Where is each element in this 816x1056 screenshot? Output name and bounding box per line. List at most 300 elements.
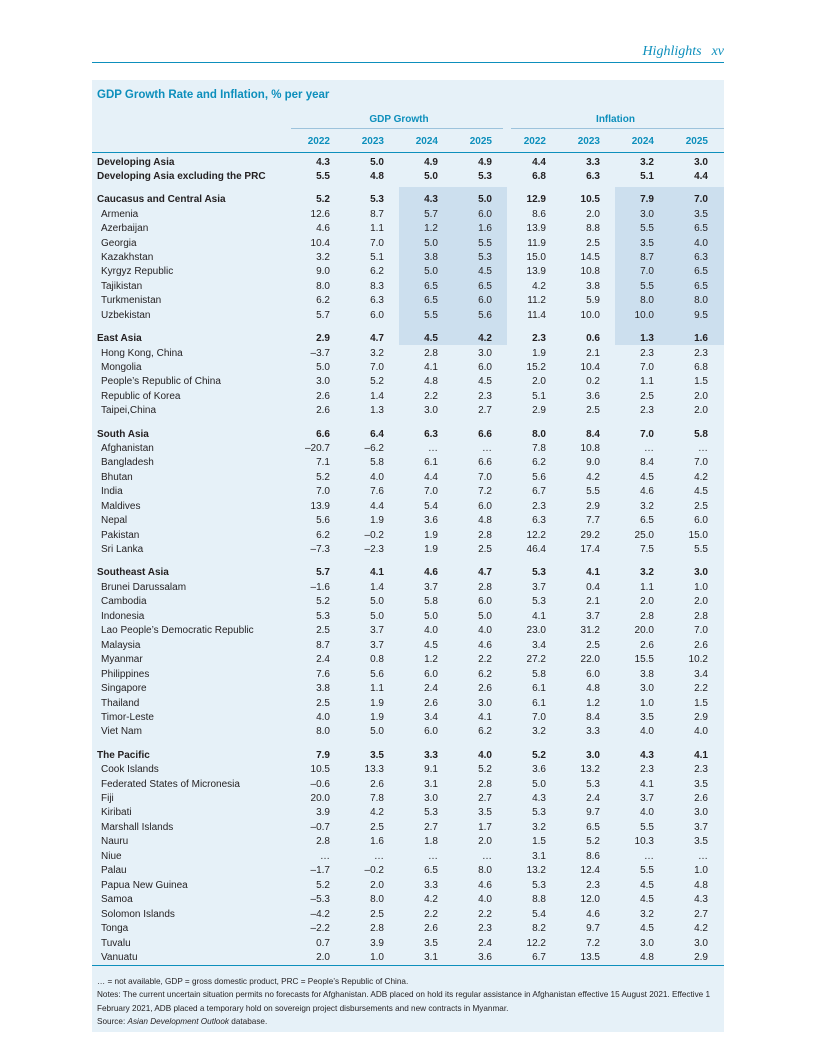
row-value: 5.5 — [640, 865, 654, 877]
row-value: 1.7 — [478, 821, 492, 833]
row-label: Azerbaijan — [101, 223, 149, 235]
row-value: 10.5 — [310, 764, 330, 776]
row-value: 1.8 — [424, 836, 438, 848]
table-row — [92, 850, 724, 865]
row-value: 2.5 — [694, 500, 708, 512]
row-value: 5.3 — [532, 567, 546, 579]
row-value: 7.1 — [316, 457, 330, 469]
row-value: 1.9 — [370, 515, 384, 527]
table-row — [92, 821, 724, 836]
row-value: 4.1 — [586, 567, 600, 579]
row-value: 5.6 — [532, 471, 546, 483]
row-value: 5.7 — [316, 309, 330, 321]
row-value: 5.8 — [424, 596, 438, 608]
row-value: 4.2 — [478, 333, 492, 344]
row-value: 6.5 — [694, 223, 708, 235]
row-value: … — [428, 850, 438, 862]
row-value: … — [320, 850, 330, 862]
row-value: 0.4 — [586, 581, 600, 593]
row-label: Nepal — [101, 515, 128, 527]
row-value: 4.5 — [640, 471, 654, 483]
row-value: 3.5 — [370, 749, 384, 761]
table-row — [92, 639, 724, 654]
row-value: 5.0 — [370, 610, 384, 622]
row-value: 29.2 — [580, 529, 600, 541]
row-value: 11.4 — [527, 309, 546, 321]
row-value: 8.0 — [370, 894, 384, 906]
row-value: 3.0 — [640, 683, 654, 694]
row-value: 1.4 — [370, 390, 384, 402]
row-value: 1.9 — [370, 711, 384, 723]
row-value: 2.0 — [694, 596, 708, 608]
row-value: 3.0 — [640, 208, 654, 220]
table-row — [92, 610, 724, 625]
row-value: 4.5 — [424, 333, 438, 344]
row-value: 4.2 — [370, 807, 384, 819]
row-value: –7.3 — [310, 544, 330, 556]
row-value: 2.8 — [694, 610, 708, 622]
row-value: 4.5 — [424, 639, 438, 651]
row-value: 5.0 — [316, 361, 330, 373]
abbreviations-note: … = not available, GDP = gross domestic product, PRC = People’s Republic of China. — [97, 977, 409, 986]
table-row — [92, 908, 724, 923]
row-value: 13.3 — [364, 764, 384, 776]
row-value: 5.1 — [532, 390, 546, 402]
row-value: 3.2 — [640, 156, 654, 168]
row-value: 6.8 — [694, 361, 708, 373]
row-value: 5.5 — [316, 171, 330, 182]
row-value: 5.5 — [640, 821, 654, 833]
row-value: 2.4 — [316, 654, 330, 666]
table-group-row — [92, 749, 724, 764]
row-value: 2.9 — [586, 500, 600, 512]
row-value: 4.8 — [640, 951, 654, 963]
row-value: 31.2 — [580, 625, 600, 637]
row-value: 3.0 — [694, 807, 708, 819]
row-value: 6.5 — [424, 280, 438, 292]
row-value: –20.7 — [304, 443, 330, 454]
row-value: 3.2 — [640, 908, 654, 920]
year-header: 2024 — [631, 136, 654, 147]
row-label: Malaysia — [101, 639, 141, 651]
row-value: 3.7 — [694, 821, 708, 833]
table-body — [92, 80, 724, 965]
row-value: 5.5 — [478, 237, 492, 249]
row-value: 6.0 — [586, 668, 600, 680]
row-value: 2.9 — [694, 711, 708, 723]
row-value: 5.5 — [424, 309, 438, 321]
row-value: 5.0 — [370, 596, 384, 608]
source-note — [97, 1015, 721, 1028]
row-label: Marshall Islands — [101, 821, 174, 833]
row-value: 5.6 — [370, 668, 384, 680]
table-group-row — [92, 332, 724, 347]
row-label: Timor-Leste — [101, 711, 154, 723]
year-header: 2024 — [415, 136, 438, 147]
row-value: 2.5 — [586, 639, 600, 651]
row-value: 3.0 — [424, 793, 438, 804]
row-label: Palau — [101, 865, 127, 877]
row-value: 7.0 — [640, 266, 654, 278]
row-value: 3.6 — [478, 951, 492, 963]
table-row — [92, 879, 724, 894]
row-value: 8.0 — [640, 295, 654, 307]
row-value: 12.0 — [580, 894, 600, 906]
row-value: 1.1 — [640, 376, 654, 388]
row-value: 1.0 — [694, 865, 708, 877]
row-value: 13.9 — [526, 266, 546, 278]
row-value: 13.9 — [310, 500, 330, 512]
row-value: 3.6 — [586, 390, 600, 402]
row-value: 12.9 — [526, 194, 546, 206]
row-value: 2.3 — [640, 764, 654, 776]
row-value: 4.0 — [370, 471, 384, 483]
row-value: 5.2 — [478, 764, 492, 776]
row-value: 5.2 — [316, 471, 330, 483]
row-value: 6.3 — [694, 252, 708, 263]
row-value: 5.0 — [424, 237, 438, 249]
row-value: 8.6 — [532, 208, 546, 220]
row-value: 8.7 — [370, 208, 384, 220]
row-value: 3.5 — [640, 711, 654, 723]
row-value: 4.5 — [640, 879, 654, 891]
row-value: 5.3 — [424, 807, 438, 819]
row-value: 7.6 — [316, 668, 330, 680]
row-value: 8.0 — [694, 295, 708, 307]
row-value: 3.9 — [370, 937, 384, 949]
row-value: 13.9 — [526, 223, 546, 235]
row-value: 8.0 — [316, 726, 330, 738]
row-label: Kyrgyz Republic — [101, 266, 174, 278]
row-label: Hong Kong, China — [101, 347, 183, 359]
source-title: Asian Development Outlook — [127, 1016, 229, 1026]
row-value: 1.9 — [424, 544, 438, 556]
row-label: Lao People’s Democratic Republic — [101, 625, 254, 637]
row-value: 5.1 — [640, 171, 654, 182]
row-value: 6.2 — [532, 457, 546, 469]
row-value: 1.5 — [532, 836, 546, 848]
row-value: 3.1 — [424, 951, 438, 963]
row-label: Bhutan — [101, 471, 133, 483]
row-value: 15.0 — [526, 252, 546, 263]
row-value: 7.6 — [370, 486, 384, 498]
row-value: –0.2 — [364, 529, 384, 541]
table-group-row — [92, 170, 724, 185]
year-header: 2025 — [685, 136, 708, 147]
row-label: Kazakhstan — [101, 252, 154, 263]
row-value: 3.8 — [586, 280, 600, 292]
table-row — [92, 514, 724, 529]
row-value: 2.8 — [478, 778, 492, 790]
row-value: 2.5 — [316, 697, 330, 709]
row-value: 2.7 — [478, 405, 492, 417]
row-value: 4.3 — [532, 793, 546, 804]
row-label: Southeast Asia — [97, 567, 169, 579]
row-value: 2.0 — [316, 951, 330, 963]
table-row — [92, 893, 724, 908]
row-value: 2.4 — [478, 937, 492, 949]
row-value: 2.1 — [586, 596, 600, 608]
row-value: 5.3 — [532, 596, 546, 608]
row-value: 3.5 — [694, 208, 708, 220]
row-value: 4.3 — [424, 194, 438, 206]
row-value: 2.6 — [316, 390, 330, 402]
row-value: 6.2 — [478, 726, 492, 738]
row-value: 5.2 — [316, 596, 330, 608]
row-value: 6.5 — [424, 865, 438, 877]
row-value: 4.4 — [694, 171, 708, 182]
row-value: 5.6 — [316, 515, 330, 527]
table-bottom-rule — [92, 965, 724, 966]
row-value: 3.9 — [316, 807, 330, 819]
row-value: 14.5 — [580, 252, 600, 263]
row-value: 9.1 — [424, 764, 438, 776]
row-value: 2.0 — [532, 376, 546, 388]
row-value: 6.1 — [424, 457, 438, 469]
row-value: 2.5 — [316, 625, 330, 637]
row-value: 22.0 — [580, 654, 600, 666]
table-row — [92, 375, 724, 390]
row-value: 3.2 — [532, 821, 546, 833]
row-value: 2.6 — [370, 778, 384, 790]
row-value: 3.6 — [424, 515, 438, 527]
row-label: People’s Republic of China — [101, 376, 221, 388]
row-label: Bangladesh — [101, 457, 154, 469]
row-label: Tuvalu — [101, 937, 131, 949]
row-value: 5.5 — [640, 223, 654, 235]
row-label: Turkmenistan — [101, 295, 162, 307]
row-value: 3.0 — [316, 376, 330, 388]
row-value: 4.8 — [478, 515, 492, 527]
row-value: 3.2 — [532, 726, 546, 738]
row-label: Niue — [101, 850, 122, 862]
row-value: 10.5 — [580, 194, 600, 206]
table-row — [92, 347, 724, 362]
row-label: Indonesia — [101, 610, 145, 622]
table-row — [92, 697, 724, 712]
row-value: 4.0 — [424, 625, 438, 637]
row-value: 4.7 — [478, 567, 492, 579]
row-value: 2.6 — [424, 923, 438, 934]
row-value: 5.3 — [370, 194, 384, 206]
row-value: 6.6 — [478, 457, 492, 469]
row-label: Samoa — [101, 894, 133, 906]
table-row — [92, 711, 724, 726]
row-value: –4.2 — [310, 908, 330, 920]
row-label: Mongolia — [101, 361, 142, 373]
row-value: 6.5 — [694, 280, 708, 292]
table-row — [92, 442, 724, 457]
row-value: 4.2 — [424, 894, 438, 906]
row-value: 1.5 — [694, 697, 708, 709]
row-value: 4.0 — [316, 711, 330, 723]
row-value: 3.3 — [424, 749, 438, 761]
row-value: 5.2 — [316, 879, 330, 891]
row-value: 5.8 — [532, 668, 546, 680]
table-row — [92, 653, 724, 668]
row-value: 10.4 — [580, 361, 600, 373]
row-value: 4.9 — [424, 156, 438, 168]
table-row — [92, 792, 724, 807]
row-value: 5.3 — [478, 252, 492, 263]
row-value: 1.6 — [370, 836, 384, 848]
row-value: 6.1 — [532, 697, 546, 709]
table-row — [92, 471, 724, 486]
row-value: … — [482, 850, 492, 862]
row-value: 8.4 — [640, 457, 654, 469]
row-value: 3.4 — [424, 711, 438, 723]
row-label: Vanuatu — [101, 951, 138, 963]
row-value: 2.3 — [694, 764, 708, 776]
row-value: 4.8 — [424, 376, 438, 388]
row-value: 3.5 — [694, 836, 708, 848]
row-value: 6.3 — [370, 295, 384, 307]
row-label: Singapore — [101, 683, 147, 694]
row-value: 1.9 — [532, 347, 546, 359]
row-value: 3.8 — [424, 252, 438, 263]
table-row — [92, 222, 724, 237]
row-value: 2.3 — [532, 500, 546, 512]
row-value: 4.1 — [424, 361, 438, 373]
row-value: 7.2 — [586, 937, 600, 949]
row-value: 3.7 — [370, 625, 384, 637]
row-value: 3.5 — [424, 937, 438, 949]
row-value: 4.5 — [478, 266, 492, 278]
row-value: 3.0 — [694, 567, 708, 579]
row-value: 6.2 — [316, 295, 330, 307]
row-value: 6.2 — [478, 668, 492, 680]
row-value: 15.5 — [634, 654, 654, 666]
row-value: 3.7 — [424, 581, 438, 593]
row-value: 5.0 — [532, 778, 546, 790]
row-value: 2.0 — [586, 208, 600, 220]
row-value: 6.3 — [586, 171, 600, 182]
row-value: 20.0 — [634, 625, 654, 637]
row-value: 3.0 — [694, 937, 708, 949]
row-label: Myanmar — [101, 654, 143, 666]
row-value: 7.0 — [532, 711, 546, 723]
row-value: –3.7 — [310, 347, 330, 359]
row-label: Papua New Guinea — [101, 879, 188, 891]
row-label: Pakistan — [101, 529, 140, 541]
row-value: 3.2 — [370, 347, 384, 359]
row-value: 2.6 — [316, 405, 330, 417]
row-value: 6.2 — [370, 266, 384, 278]
row-value: 6.6 — [478, 428, 492, 440]
row-value: 2.2 — [478, 908, 492, 920]
row-value: 3.0 — [478, 697, 492, 709]
row-value: 2.5 — [478, 544, 492, 556]
row-value: 1.9 — [424, 529, 438, 541]
row-value: 4.8 — [370, 171, 384, 182]
row-value: 2.8 — [424, 347, 438, 359]
table-row — [92, 294, 724, 309]
row-value: 6.1 — [532, 683, 546, 694]
row-label: Georgia — [101, 237, 137, 249]
row-value: 10.3 — [634, 836, 654, 848]
row-value: 3.2 — [316, 252, 330, 263]
row-value: 2.2 — [424, 908, 438, 920]
row-value: 6.5 — [478, 280, 492, 292]
row-value: 4.6 — [424, 567, 438, 579]
row-value: 7.7 — [586, 515, 600, 527]
row-label: Developing Asia excluding the PRC — [97, 171, 266, 182]
row-label: Kiribati — [101, 807, 132, 819]
row-value: 2.0 — [694, 405, 708, 417]
source-prefix: Source: — [97, 1016, 128, 1026]
row-label: Developing Asia — [97, 156, 175, 168]
row-value: 2.6 — [694, 639, 708, 651]
row-value: 7.0 — [370, 361, 384, 373]
row-value: 5.0 — [370, 156, 384, 168]
row-value: 6.2 — [316, 529, 330, 541]
row-value: 7.0 — [694, 625, 708, 637]
row-value: 3.3 — [586, 156, 600, 168]
row-value: –1.7 — [310, 865, 330, 877]
row-value: 2.8 — [640, 610, 654, 622]
row-label: East Asia — [97, 333, 142, 344]
row-value: 1.1 — [370, 223, 384, 235]
row-value: 2.6 — [478, 683, 492, 694]
row-value: 8.6 — [586, 850, 600, 862]
row-value: 2.5 — [370, 821, 384, 833]
row-value: –5.3 — [310, 894, 330, 906]
row-value: 3.0 — [478, 347, 492, 359]
running-head — [0, 44, 724, 60]
row-value: 8.8 — [532, 894, 546, 906]
row-value: 4.1 — [532, 610, 546, 622]
row-value: 8.2 — [532, 923, 546, 934]
row-value: 6.5 — [424, 295, 438, 307]
row-value: 5.3 — [586, 778, 600, 790]
row-value: 7.8 — [532, 443, 546, 454]
row-value: 4.3 — [640, 749, 654, 761]
row-value: –2.2 — [310, 923, 330, 934]
row-value: 4.6 — [640, 486, 654, 498]
row-value: … — [644, 850, 654, 862]
row-value: 5.4 — [424, 500, 438, 512]
row-label: Taipei,China — [101, 405, 157, 417]
row-value: 2.3 — [478, 390, 492, 402]
row-value: 4.0 — [640, 807, 654, 819]
row-value: 2.5 — [586, 237, 600, 249]
row-label: Maldives — [101, 500, 141, 512]
row-value: 1.6 — [478, 223, 492, 235]
row-label: Brunei Darussalam — [101, 581, 187, 593]
row-value: 4.5 — [640, 923, 654, 934]
row-value: 8.0 — [478, 865, 492, 877]
row-label: Solomon Islands — [101, 908, 175, 920]
table-panel — [92, 80, 724, 1032]
row-value: 4.8 — [586, 683, 600, 694]
year-header: 2023 — [577, 136, 600, 147]
row-value: 6.0 — [694, 515, 708, 527]
row-value: 2.2 — [424, 390, 438, 402]
row-value: 6.3 — [424, 428, 438, 440]
row-value: 2.7 — [478, 793, 492, 804]
row-value: 3.5 — [694, 778, 708, 790]
row-value: 2.9 — [532, 405, 546, 417]
row-value: 6.4 — [370, 428, 384, 440]
table-row — [92, 280, 724, 295]
row-value: 3.7 — [640, 793, 654, 804]
row-value: 9.0 — [316, 266, 330, 278]
table-row — [92, 922, 724, 937]
table-row — [92, 682, 724, 697]
table-row — [92, 265, 724, 280]
row-value: 7.5 — [640, 544, 654, 556]
row-value: 3.4 — [694, 668, 708, 680]
